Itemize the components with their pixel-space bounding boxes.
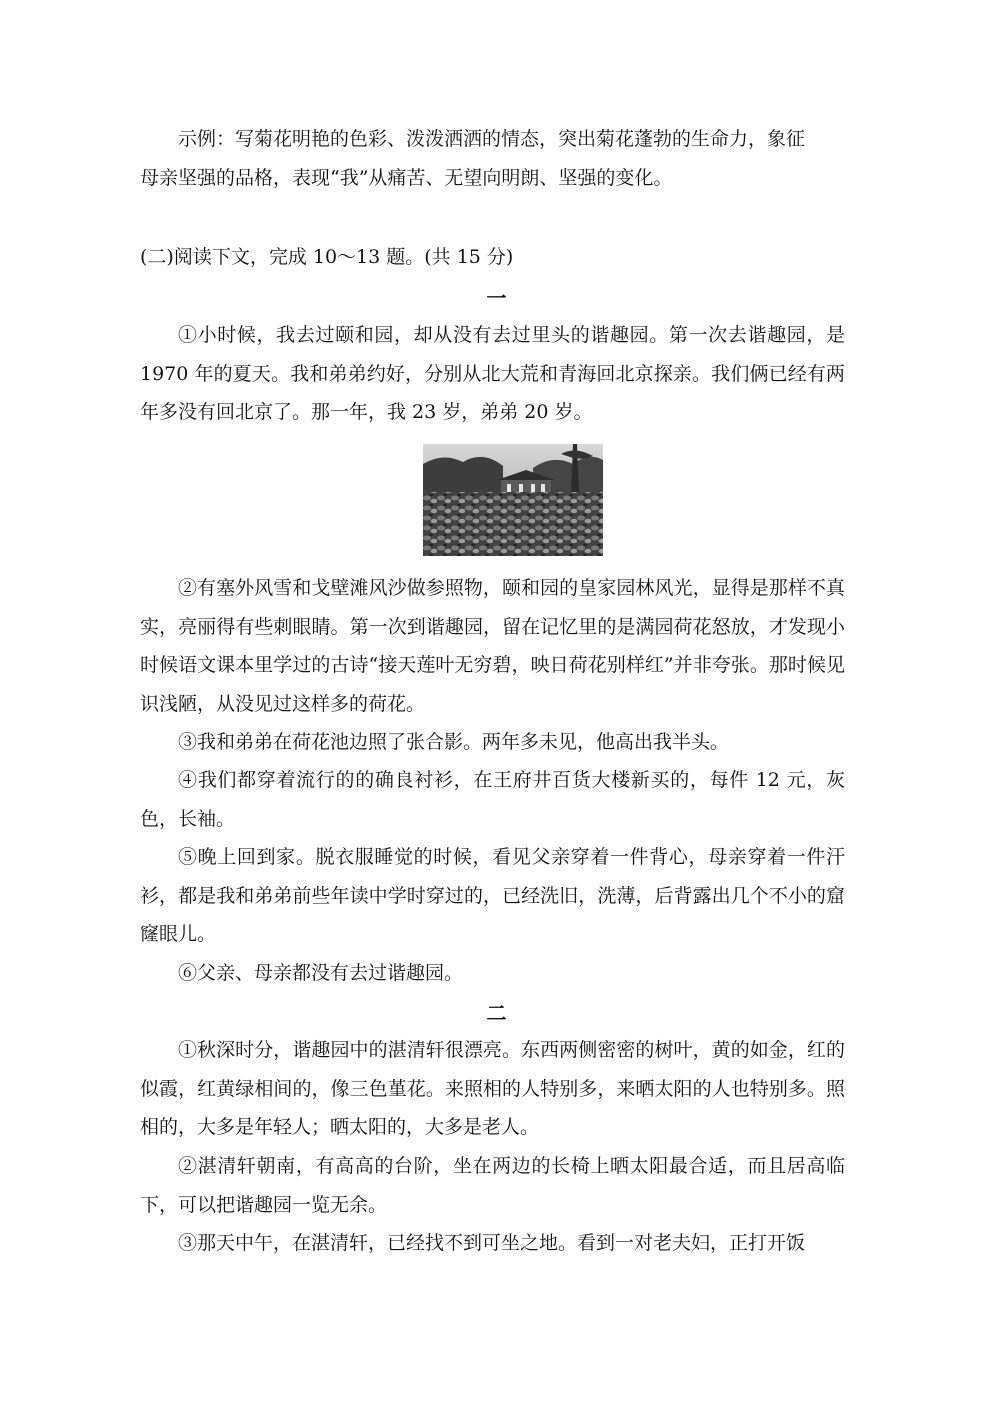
garden-lotus-photo — [423, 444, 603, 556]
part-one-paragraph-2: ②有塞外风雪和戈壁滩风沙做参照物，颐和园的皇家园林风光，显得是那样不真实，亮丽得有些刺眼睛。第一次到谐趣园，留在记忆里的是满园荷花怒放，才发现小时候语文课本里学过的古诗“接天莲叶无穷碧，映日荷花别样红”并非夸张。那时候见识浅陋，从没见过这样多的荷花。 — [140, 577, 845, 715]
example-answer — [140, 120, 845, 197]
part-two-paragraph-3: ③那天中午，在湛清轩，已经找不到可坐之地。看到一对老夫妇，正打开饭 — [178, 1232, 806, 1254]
part-two-paragraph-2: ②湛清轩朝南，有高高的台阶，坐在两边的长椅上晒太阳最合适，而且居高临下，可以把谐趣园一览无余。 — [140, 1155, 845, 1216]
part-one-number: 一 — [486, 286, 507, 310]
part-one-paragraph-1: ①小时候，我去过颐和园，却从没有去过里头的谐趣园。第一次去谐趣园，是 1970 年的夏天。我和弟弟约好，分别从北大荒和青海回北京探亲。我们俩已经有两年多没有回北京了。那一年，我 23 岁，弟弟 20 岁。 — [140, 324, 845, 423]
part-two-paragraph-1: ①秋深时分，谐趣园中的湛清轩很漂亮。东西两侧密密的树叶，黄的如金，红的似霞，红黄绿相间的，像三色堇花。来照相的人特别多，来晒太阳的人也特别多。照相的，大多是年轻人；晒太阳的，大多是老人。 — [140, 1039, 845, 1138]
part-one-paragraph-3: ③我和弟弟在荷花池边照了张合影。两年多未见，他高出我半头。 — [178, 731, 730, 753]
example-line-1: 示例：写菊花明艳的色彩、泼泼洒洒的情态，突出菊花蓬勃的生命力，象征 — [178, 128, 806, 150]
section-intro: (二)阅读下文，完成 10～13 题。(共 15 分) — [140, 246, 514, 268]
part-one-paragraph-6: ⑥父亲、母亲都没有去过谐趣园。 — [178, 962, 464, 984]
part-one-paragraph-4: ④我们都穿着流行的的确良衬衫，在王府井百货大楼新买的，每件 12 元，灰色，长袖。 — [140, 769, 845, 830]
part-two-number: 二 — [486, 1001, 507, 1025]
example-line-2: 母亲坚强的品格，表现“我”从痛苦、无望向明朗、坚强的变化。 — [140, 166, 673, 189]
part-one-paragraph-5: ⑤晚上回到家。脱衣服睡觉的时候，看见父亲穿着一件背心，母亲穿着一件汗衫，都是我和弟弟前些年读中学时穿过的，已经洗旧，洗薄，后背露出几个不小的窟窿眼儿。 — [140, 846, 845, 945]
